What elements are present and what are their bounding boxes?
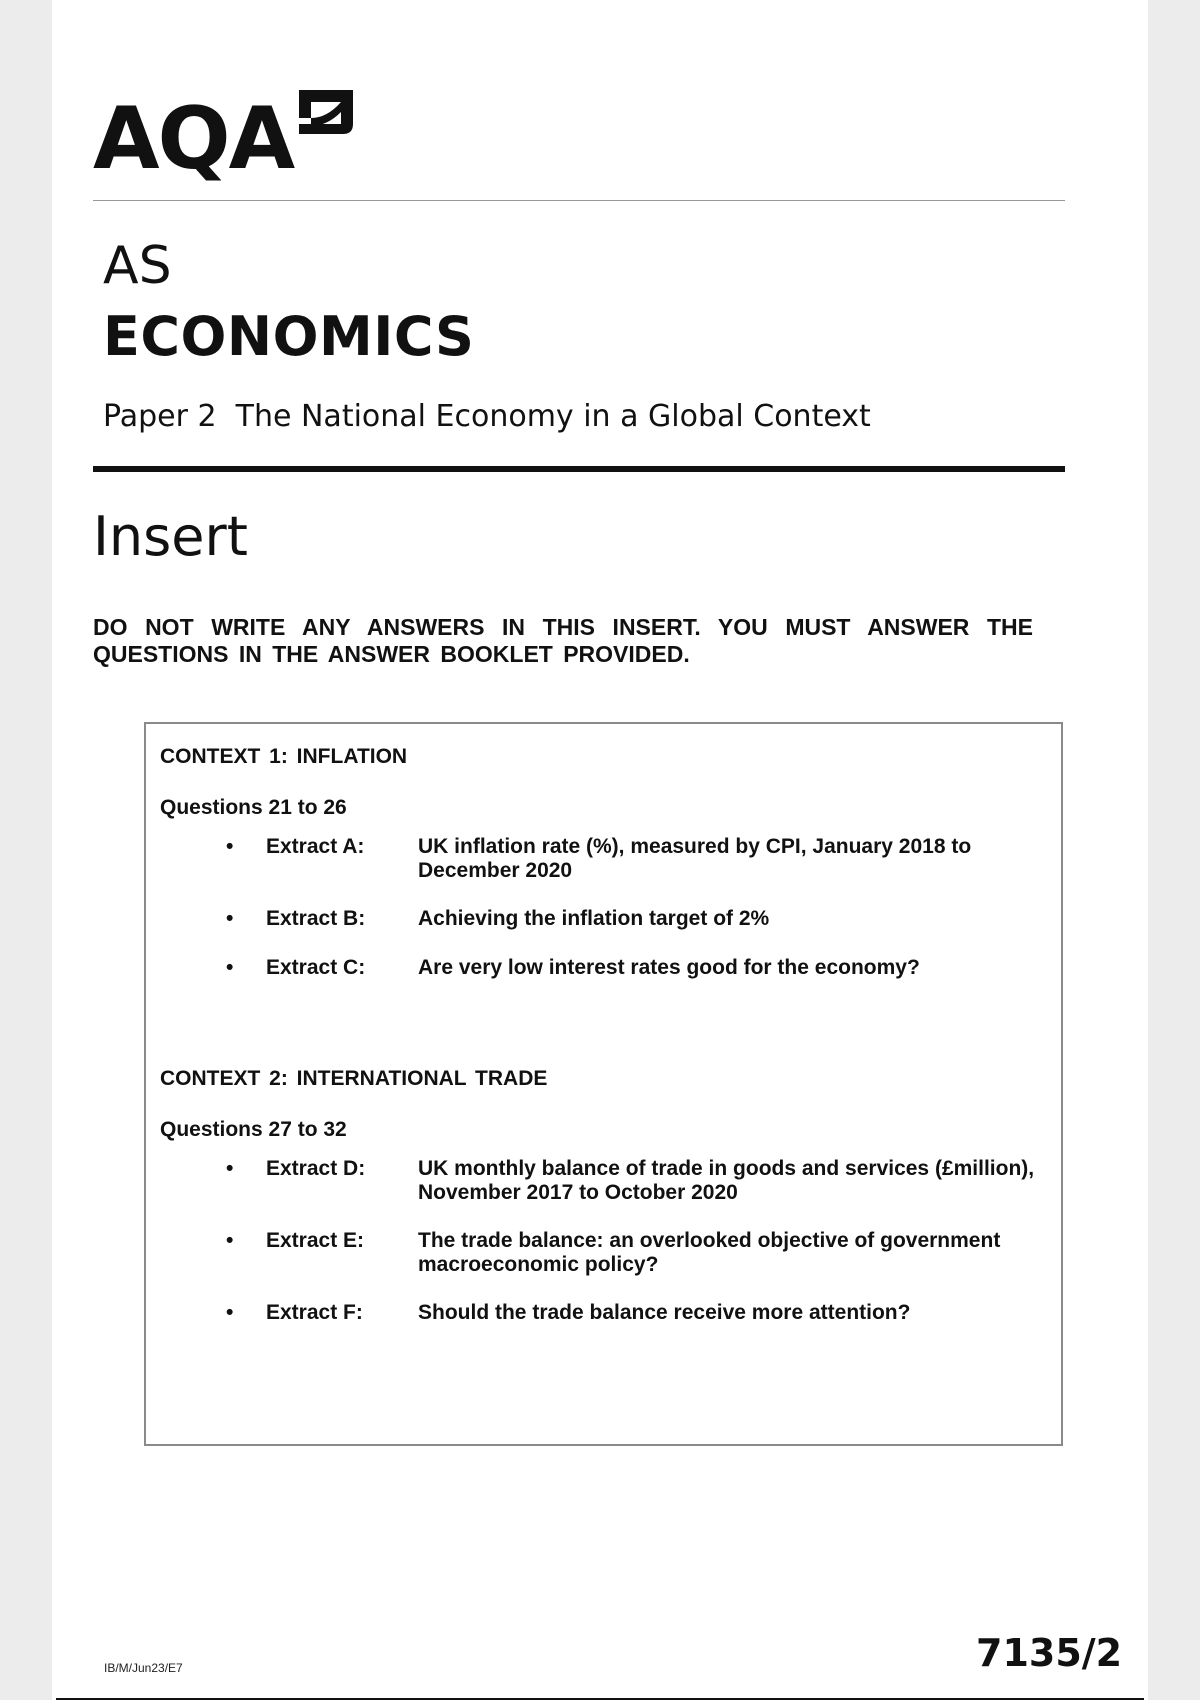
extract-item	[226, 1157, 1046, 1207]
context-1-title: CONTEXT 1: INFLATION	[160, 745, 408, 768]
extract-item	[226, 1229, 1046, 1279]
warning-notice: DO NOT WRITE ANY ANSWERS IN THIS INSERT. YOU MUST ANSWER THE QUESTIONS IN THE ANSWER BOOKLET PROVIDED.	[93, 614, 1033, 667]
bullet-icon: •	[226, 1301, 234, 1324]
extract-label: Extract F:	[266, 1301, 363, 1324]
reference-code: IB/M/Jun23/E7	[104, 1661, 183, 1675]
extract-description: Should the trade balance receive more attention?	[418, 1301, 911, 1324]
aqa-logo	[93, 88, 363, 188]
extract-label: Extract C:	[266, 956, 366, 979]
extract-description: Are very low interest rates good for the economy?	[418, 956, 920, 979]
context-1-questions: Questions 21 to 26	[160, 796, 347, 819]
context-2-questions: Questions 27 to 32	[160, 1118, 347, 1141]
extract-description: The trade balance: an overlooked objective of government macroeconomic policy?	[418, 1229, 1001, 1276]
extract-description: UK inflation rate (%), measured by CPI, January 2018 to December 2020	[418, 835, 972, 882]
document-title: Insert	[93, 505, 248, 568]
aqa-logo-mark-icon	[297, 88, 355, 146]
extract-description: UK monthly balance of trade in goods and services (£million), November 2017 to October 2020	[418, 1157, 1035, 1204]
bullet-icon: •	[226, 835, 234, 858]
context-2-title: CONTEXT 2: INTERNATIONAL TRADE	[160, 1067, 548, 1090]
header-divider	[93, 200, 1065, 201]
extract-item	[226, 1301, 1046, 1351]
contents-box	[144, 722, 1063, 1446]
extract-item	[226, 956, 1046, 1006]
extract-description: Achieving the inflation target of 2%	[418, 907, 770, 930]
title-divider	[93, 466, 1065, 472]
paper-code: 7135/2	[976, 1631, 1123, 1675]
bullet-icon: •	[226, 956, 234, 979]
extract-item	[226, 907, 1046, 957]
extract-label: Extract E:	[266, 1229, 365, 1252]
logo-text: AQA	[93, 89, 294, 189]
qualification-level: AS	[103, 236, 172, 296]
extract-item	[226, 835, 1046, 885]
subject-title: ECONOMICS	[103, 305, 475, 368]
bullet-icon: •	[226, 1157, 234, 1180]
paper-title: Paper 2 The National Economy in a Global Context	[103, 399, 871, 434]
bullet-icon: •	[226, 907, 234, 930]
bullet-icon: •	[226, 1229, 234, 1252]
extract-label: Extract B:	[266, 907, 366, 930]
extract-label: Extract D:	[266, 1157, 366, 1180]
extract-label: Extract A:	[266, 835, 365, 858]
